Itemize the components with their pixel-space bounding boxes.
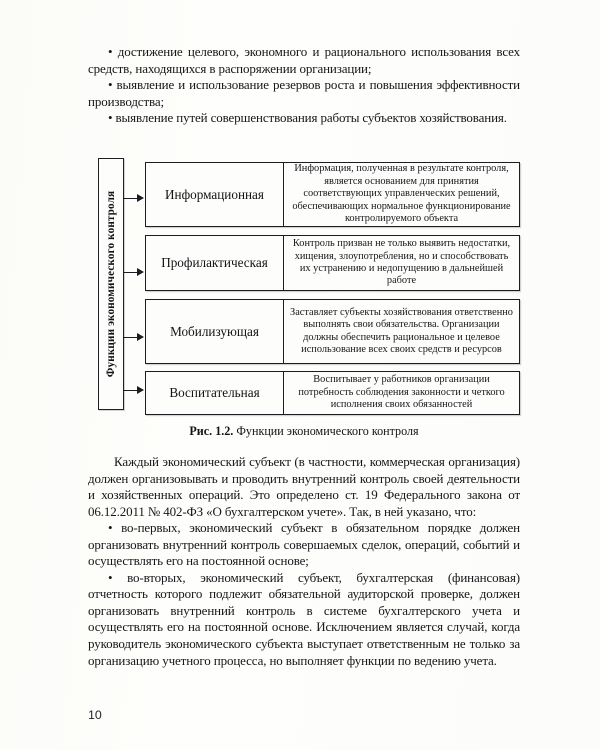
figure-caption-text: Функции экономического контроля xyxy=(233,424,419,438)
intro-bullet-2: • выявление и использование резервов роста и повышения эффективности производства; xyxy=(88,77,520,109)
diagram-row-name: Информационная xyxy=(146,163,284,226)
connector-arrow-2 xyxy=(124,268,145,277)
page-number: 10 xyxy=(88,708,102,722)
connector-arrow-4 xyxy=(124,386,145,395)
diagram-row-name: Мобилизующая xyxy=(146,300,284,363)
figure-caption xyxy=(88,424,520,439)
intro-bullet-list xyxy=(88,44,520,127)
intro-bullet-3: • выявление путей совершенствования работы субъектов хозяйствования. xyxy=(108,110,507,126)
diagram-row-name: Профилактическая xyxy=(146,236,284,290)
diagram-row-description: Заставляет субъекты хозяйствования ответственно выполнять свои обязательства. Организации должны обеспечить рациональное и целевое использование всех своих средств и ресурсов xyxy=(290,306,513,355)
body-bullet-2: • во-вторых, экономический субъект, бухгалтерская (финансовая) отчетность которого подлежит обязательной аудиторской проверке, должен организовать внутренний контроль в системе бухгалтерского учета и осуществлять его на постоянной основе. Исключением является случай, когда руководитель экономического субъекта выступает ответственным не только за организацию учетного процесса, но выполняет функции по ведению учета. xyxy=(88,569,520,668)
intro-bullet-1: • достижение целевого, экономного и рационального использования всех средств, находящихся в распоряжении организации; xyxy=(88,44,520,76)
arrow-head-icon xyxy=(137,194,144,202)
body-text xyxy=(88,454,520,669)
arrow-head-icon xyxy=(137,268,144,276)
diagram-row xyxy=(145,371,520,415)
diagram-vertical-label xyxy=(98,158,124,410)
connector-arrow-1 xyxy=(124,194,145,203)
diagram-row-description: Воспитывает у работников организации потребность соблюдения законности и четкого исполнения своих обязанностей xyxy=(298,374,505,411)
connector-arrow-3 xyxy=(124,333,145,342)
diagram-vertical-label-text: Функции экономического контроля xyxy=(105,190,117,378)
diagram-row-name: Воспитательная xyxy=(146,372,284,414)
functions-diagram xyxy=(88,158,520,414)
diagram-row-description: Информация, полученная в результате контроля, является основанием для принятия соответствующих управленческих решений, обеспечивающих нормальное функционирование контролируемого объекта xyxy=(292,163,511,225)
arrow-head-icon xyxy=(137,386,144,394)
body-bullet-1: • во-первых, экономический субъект в обязательном порядке должен организовать внутренний контроль совершаемых сделок, операций, событий и осуществлять его на постоянной основе; xyxy=(88,520,520,569)
arrow-head-icon xyxy=(137,333,144,341)
diagram-row xyxy=(145,162,520,227)
diagram-row xyxy=(145,235,520,291)
diagram-row-description: Контроль призван не только выявить недостатки, хищения, злоупотребления, но и способствовать их устранению и недопущению в дальнейшей работе xyxy=(292,238,511,287)
diagram-row xyxy=(145,299,520,364)
figure-caption-label: Рис. 1.2. xyxy=(189,424,234,438)
body-paragraph-1: Каждый экономический субъект (в частности, коммерческая организация) должен организовывать и проводить внутренний контроль своей деятельности и хозяйственных операций. Это определено ст. 19 Федерального закона от 06.12.2011 № 402-ФЗ «О бухгалтерском учете». Так, в ней указано, что: xyxy=(88,454,520,519)
